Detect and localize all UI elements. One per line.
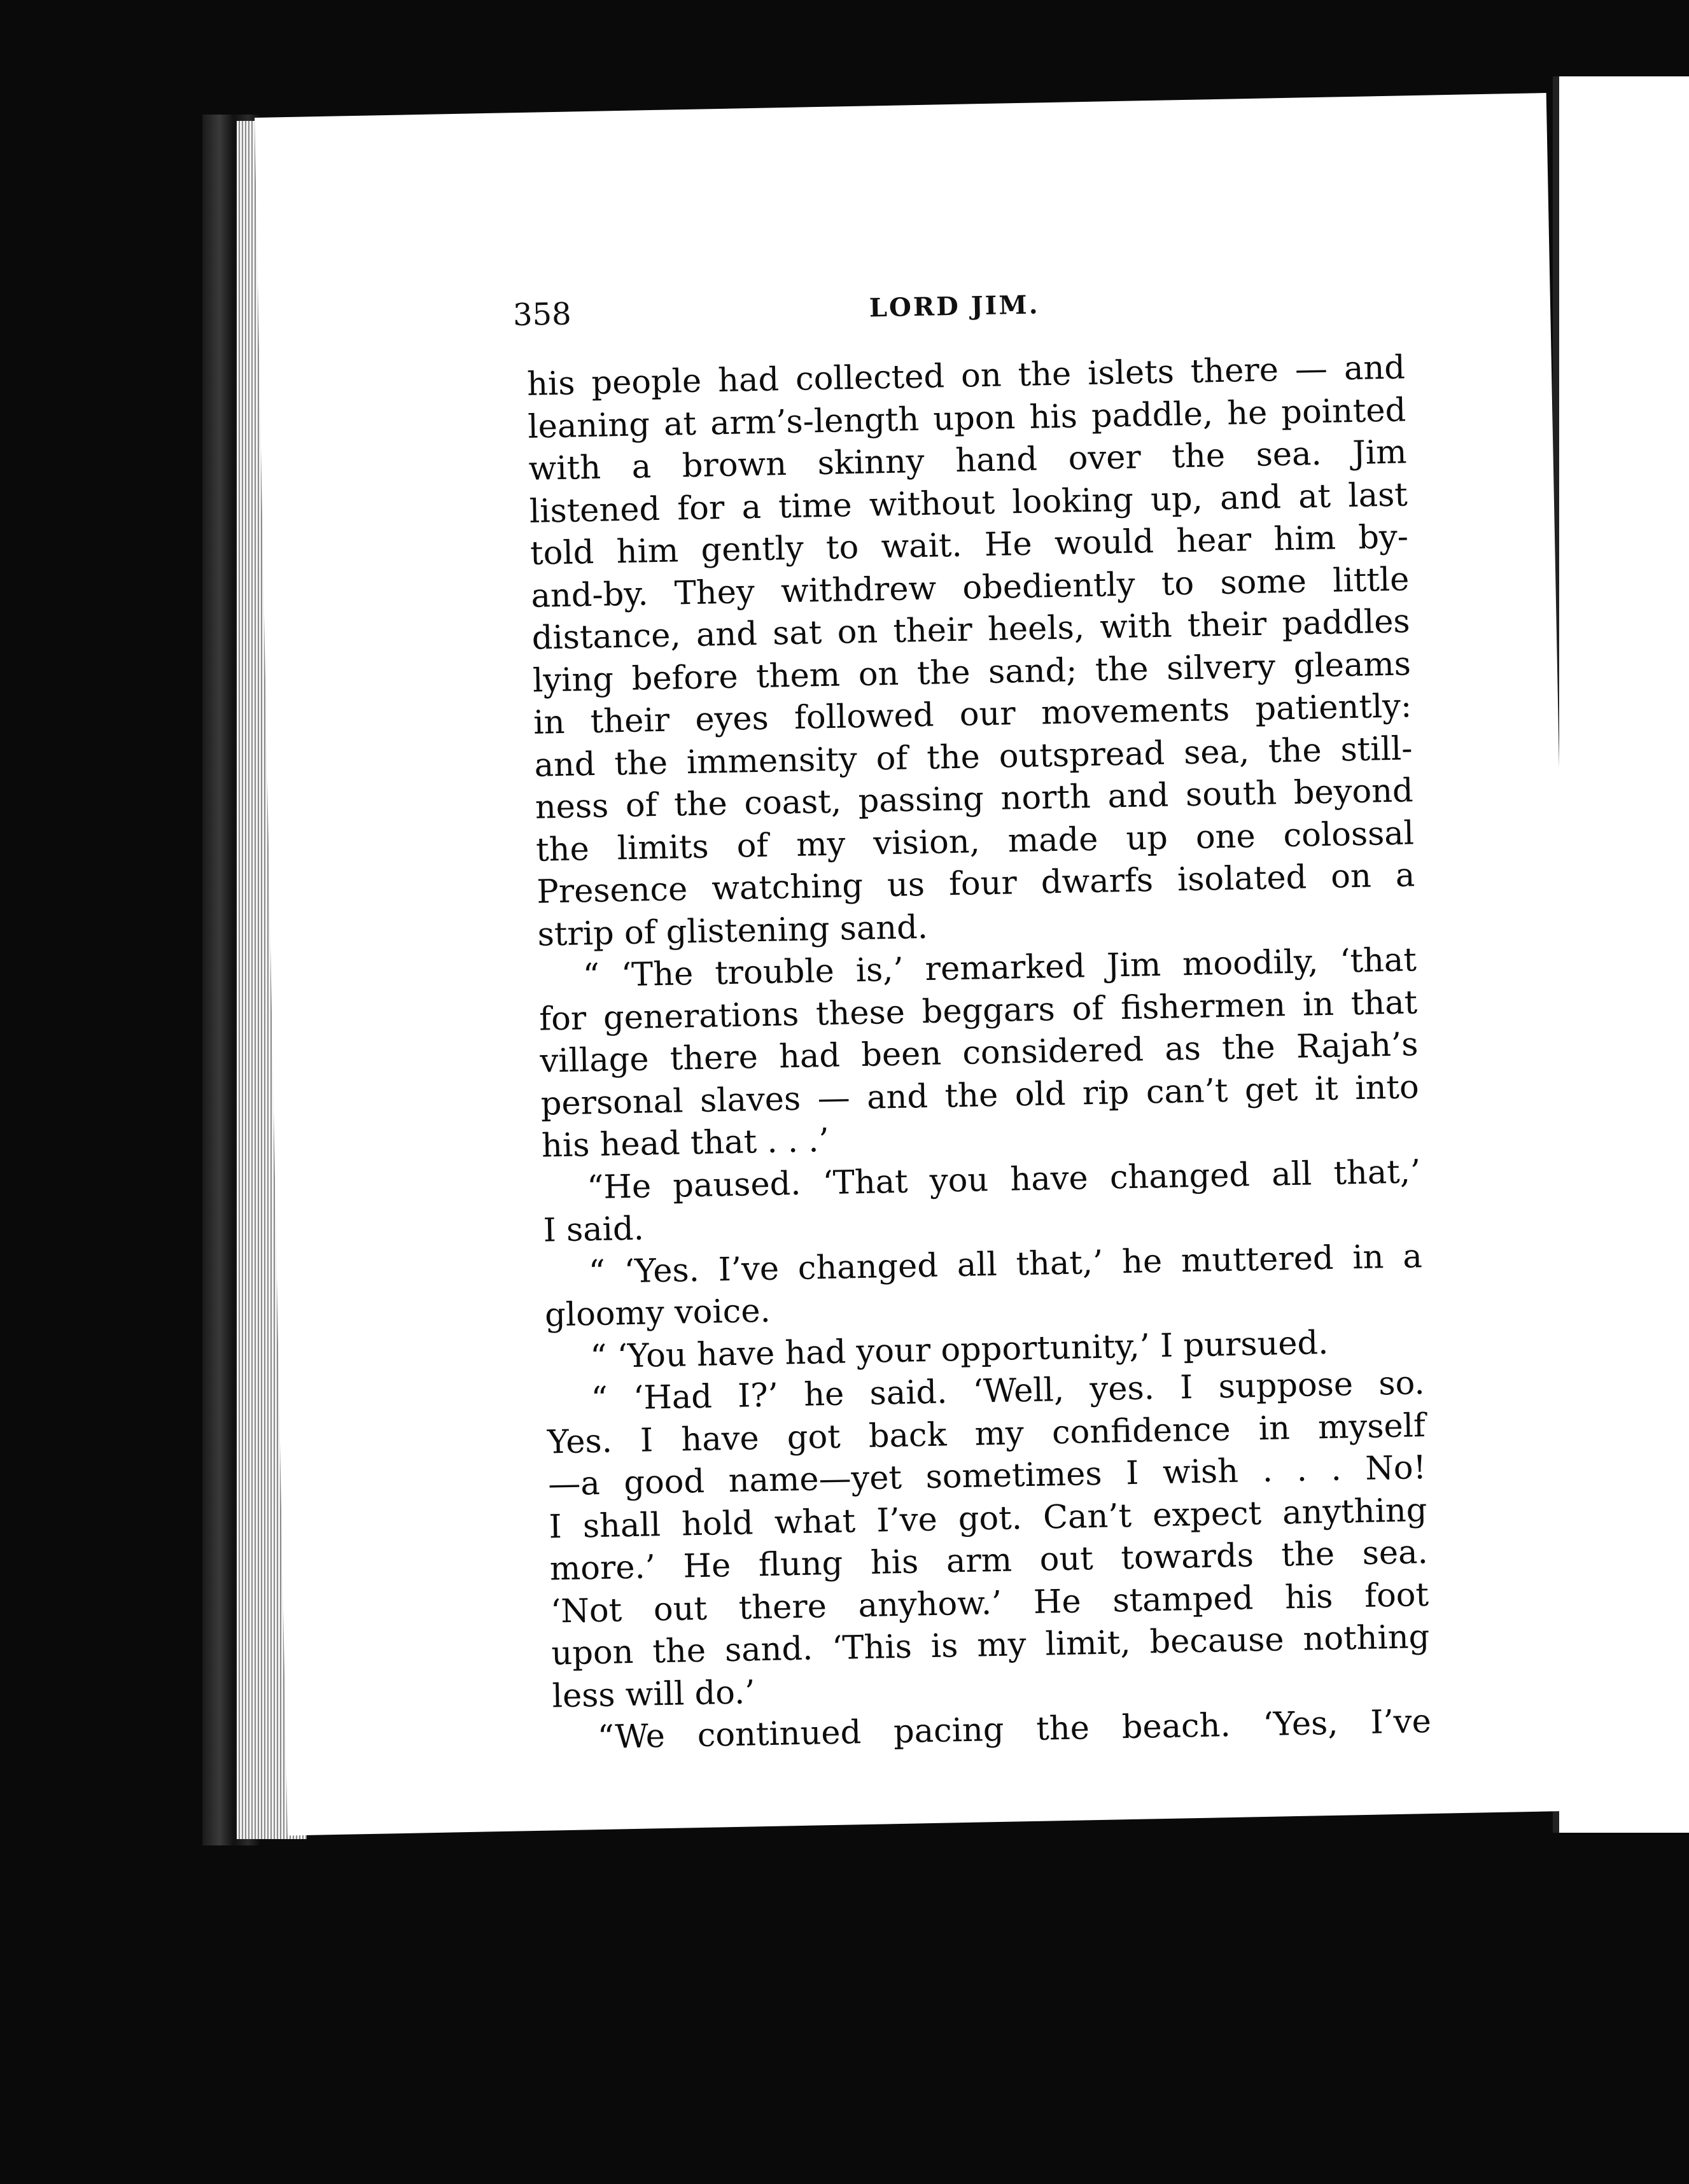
- text-line: “We continued pacing the beach. ‘Yes, I’ve: [597, 1702, 1432, 1757]
- text-line: told him gently to wait. He would hear him by-: [529, 518, 1409, 573]
- text-line: the limits of my vision, made up one colossal: [535, 814, 1415, 869]
- text-line: more.’ He flung his arm out towards the sea.: [549, 1534, 1429, 1588]
- text-line: village there had been considered as the Rajah’s: [539, 1026, 1419, 1081]
- text-line: and-by. They withdrew obediently to some little: [530, 560, 1410, 615]
- text-line: his head that . . .’: [541, 1121, 830, 1165]
- text-line: strip of glistening sand.: [537, 908, 929, 954]
- running-title: LORD JIM.: [869, 290, 1040, 323]
- text-line: lying before them on the sand; the silvery gleams: [532, 645, 1412, 700]
- page-header: [512, 280, 1404, 348]
- text-line: I said.: [543, 1210, 645, 1250]
- text-line: with a brown skinny hand over the sea. Jim: [528, 433, 1407, 488]
- text-line: in their eyes followed our movements patiently:: [533, 687, 1412, 742]
- text-line: less will do.’: [552, 1673, 755, 1715]
- text-line: his people had collected on the islets there — and: [526, 349, 1406, 403]
- text-line: —a good name—yet sometimes I wish . . . No!: [547, 1449, 1427, 1504]
- text-line: “He paused. ‘That you have changed all that,’: [586, 1152, 1421, 1207]
- text-line: personal slaves — and the old rip can’t get it into: [540, 1068, 1420, 1123]
- text-line: distance, and sat on their heels, with their paddles: [531, 603, 1411, 657]
- text-line: “ ‘The trouble is,’ remarked Jim moodily, ‘that: [582, 941, 1417, 995]
- text-line: Yes. I have got back my confidence in myself: [547, 1406, 1426, 1462]
- text-line: listened for a time without looking up, and at last: [529, 475, 1408, 531]
- text-line: gloomy voice.: [544, 1292, 771, 1334]
- text-line: and the immensity of the outspread sea, the still-: [534, 729, 1413, 785]
- page-number: 358: [512, 296, 572, 333]
- text-line: upon the sand. ‘This is my limit, because nothing: [550, 1618, 1430, 1673]
- text-line: I shall hold what I’ve got. Can’t expect anything: [549, 1491, 1427, 1546]
- text-line: for generations these beggars of fishermen in that: [538, 983, 1418, 1039]
- text-line: leaning at arm’s-length upon his paddle, he pointed: [527, 391, 1406, 446]
- body-text: [527, 347, 1432, 1760]
- text-line: Presence watching us four dwarfs isolated on a: [536, 857, 1415, 911]
- book-page: [255, 93, 1579, 1835]
- text-line: “ ‘Yes. I’ve changed all that,’ he muttered in a: [588, 1237, 1423, 1291]
- text-line: ness of the coast, passing north and south beyond: [535, 772, 1414, 827]
- text-line: ‘Not out there anyhow.’ He stamped his foot: [550, 1576, 1429, 1630]
- text-line: “ ‘You have had your opportunity,’ I pursued.: [589, 1324, 1329, 1376]
- text-line: “ ‘Had I?’ he said. ‘Well, yes. I suppose so.: [591, 1364, 1426, 1418]
